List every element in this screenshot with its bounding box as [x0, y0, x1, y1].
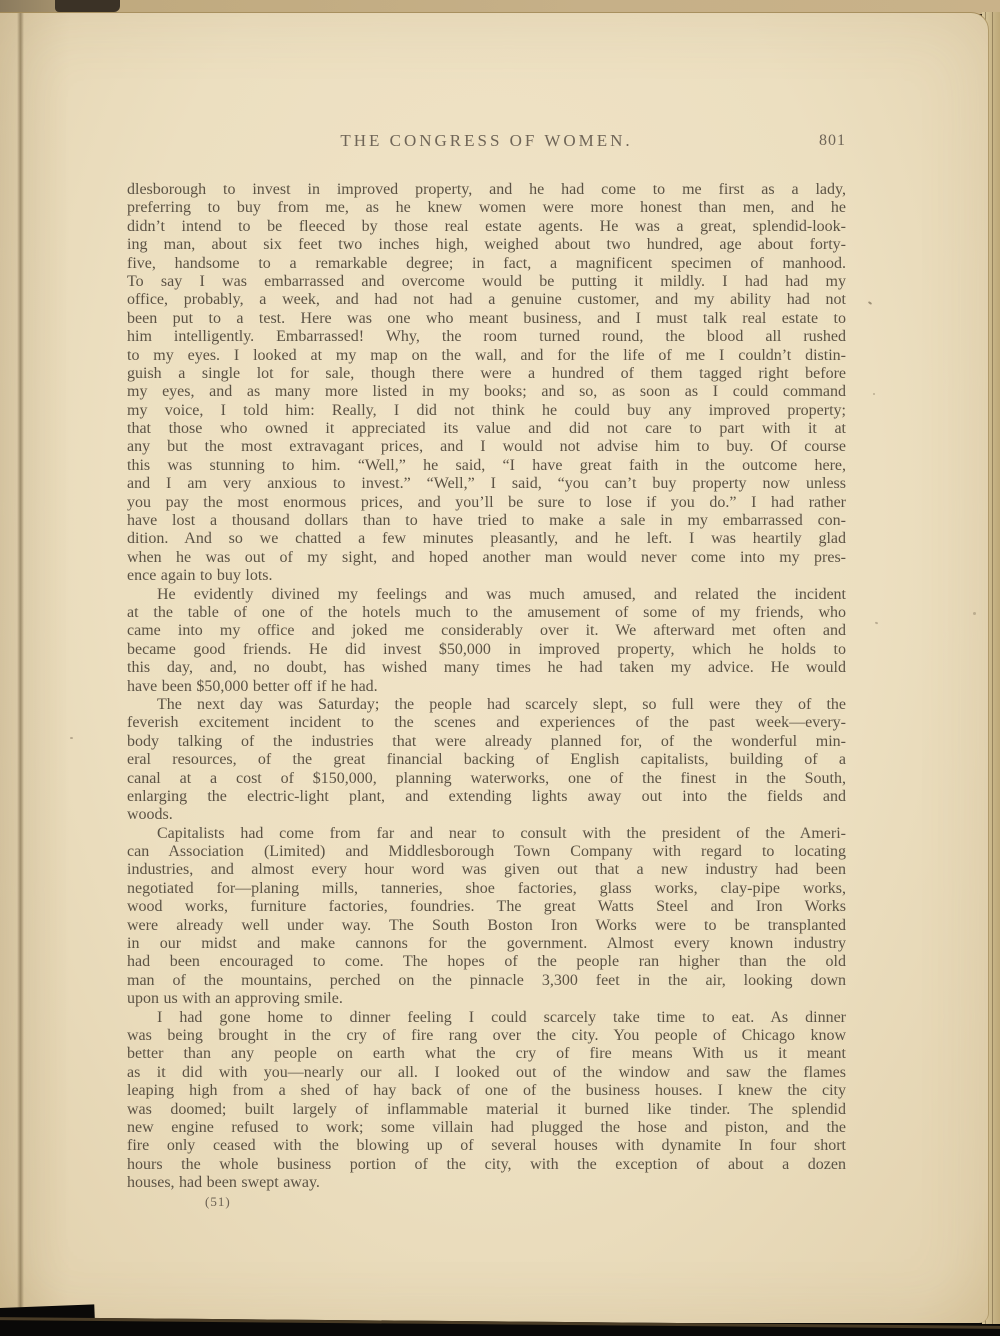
text-line: canal at a cost of $150,000, planning waterworks, one of the finest in the South, [127, 769, 846, 787]
text-line: any but the most extravagant prices, and I would not advise him to buy. Of course [127, 438, 846, 456]
running-head-title: THE CONGRESS OF WOMEN. [340, 131, 633, 150]
text-line: eral resources, of the great financial backing of English capitalists, building of a [127, 751, 846, 769]
text-line: feverish excitement incident to the scenes and experiences of the past week—every- [127, 714, 846, 732]
text-line: dition. And so we chatted a few minutes pleasantly, and he left. I was heartily glad [127, 530, 846, 548]
text-line: can Association (Limited) and Middlesborough Town Company with regard to locating [127, 843, 846, 861]
text-line: have been $50,000 better off if he had. [127, 677, 378, 695]
text-line: my voice, I told him: Really, I did not think he could buy any improved property; [127, 401, 846, 419]
text-line: you pay the most enormous prices, and you’ll be sure to lose if you do.” I had rather [127, 493, 846, 511]
text-line: industries, and almost every hour word was given out that a new industry had been [127, 861, 846, 879]
text-line: and I am very anxious to invest.” “Well,” I said, “you can’t buy property now unless [127, 475, 846, 493]
text-line: ing man, about six feet two inches high, weighed about two hundred, age about forty- [127, 236, 846, 254]
text-line: ence again to buy lots. [127, 567, 273, 585]
body-text [127, 181, 846, 1192]
gutter-crease-line [17, 13, 24, 1319]
text-line: was doomed; built largely of inflammable material it burned like tinder. The splendid [127, 1100, 846, 1118]
text-line: dlesborough to invest in improved property, and he had come to me first as a lady, [127, 181, 846, 198]
page-header [127, 131, 846, 155]
text-line: man of the mountains, perched on the pinnacle 3,300 feet in the air, looking down [127, 971, 846, 989]
paper-speck [873, 393, 875, 395]
page-edge-line [992, 12, 993, 1324]
text-line: him intelligently. Embarrassed! Why, the room turned round, the blood all rushed [127, 328, 846, 346]
text-line: enlarging the electric-light plant, and extending lights away out into the fields and [127, 787, 846, 805]
text-line: He evidently divined my feelings and was much amused, and related the incident [157, 585, 846, 603]
text-line: this day, and, no doubt, has wished many times he had taken my advice. He would [127, 659, 846, 677]
text-line: at the table of one of the hotels much to the amusement of some of my friends, who [127, 603, 846, 621]
text-line: woods. [127, 806, 173, 824]
text-line: didn’t intend to be fleeced by those real estate agents. He was a great, splendid-look- [127, 217, 846, 235]
text-line: wood works, furniture factories, foundries. The great Watts Steel and Iron Works [127, 898, 846, 916]
text-line: hours the whole business portion of the city, with the exception of about a dozen [127, 1155, 846, 1173]
text-line: office, probably, a week, and had not had a genuine customer, and my ability had not [127, 291, 846, 309]
text-line: guish a single lot for sale, though there were a hundred of them tagged right before [127, 364, 846, 382]
text-line: better than any people on earth what the cry of fire means With us it meant [127, 1045, 846, 1063]
text-line: when he was out of my sight, and hoped another man would never come into my pres- [127, 548, 846, 566]
text-line: The next day was Saturday; the people had scarcely slept, so full were they of the [157, 695, 846, 713]
page-number: 801 [819, 132, 846, 149]
text-line: new engine refused to work; some villain had plugged the hose and piston, and the [127, 1118, 846, 1136]
signature-mark: (51) [205, 1194, 231, 1209]
text-line: been put to a test. Here was one who meant business, and I must talk real estate to [127, 309, 846, 327]
text-line: upon us with an approving smile. [127, 990, 343, 1008]
text-line: that those who owned it appreciated its value and did not care to part with it at [127, 420, 846, 438]
text-line: preferring to buy from me, as he knew women were more honest than men, and he [127, 199, 846, 217]
text-line: body talking of the industries that were already planned for, of the wonderful min- [127, 732, 846, 750]
text-line: Capitalists had come from far and near to consult with the president of the Ameri- [157, 824, 846, 842]
text-line: my eyes, and as many more listed in my books; and so, as soon as I could command [127, 383, 846, 401]
text-line: houses, had been swept away. [127, 1174, 320, 1192]
text-line: in our midst and make cannons for the government. Almost every known industry [127, 935, 846, 953]
text-line: negotiated for—planing mills, tanneries, shoe factories, glass works, clay-pipe works, [127, 879, 846, 897]
text-line: fire only ceased with the blowing up of several houses with dynamite In four short [127, 1137, 846, 1155]
text-line: have lost a thousand dollars than to have tried to make a sale in my embarrassed con- [127, 512, 846, 530]
paper-speck [70, 737, 73, 739]
text-line: were already well under way. The South Boston Iron Works were to be transplanted [127, 916, 846, 934]
text-line: To say I was embarrassed and overcome would be putting it mildly. I had had my [127, 272, 846, 290]
text-line: was being brought in the cry of fire rang over the city. You people of Chicago know [127, 1026, 846, 1044]
text-line: as it did with you—nearly our all. I looked out of the window and saw the flames [127, 1063, 846, 1081]
text-line: had been encouraged to come. The hopes of the people ran higher than the old [127, 953, 846, 971]
text-line: this was stunning to him. “Well,” he said, “I have great faith in the outcome here, [127, 456, 846, 474]
paper-speck [973, 612, 976, 615]
text-line: leaping high from a shed of hay back of one of the business houses. I knew the city [127, 1082, 846, 1100]
text-line: became good friends. He did invest $50,000 in improved property, which he holds to [127, 640, 846, 658]
text-line: came into my office and joked me considerably over it. We afterward met often and [127, 622, 846, 640]
binding-blotch [55, 0, 120, 12]
text-line: to my eyes. I looked at my map on the wall, and for the life of me I couldn’t distin- [127, 346, 846, 364]
text-line: five, handsome to a remarkable degree; in fact, a magnificent specimen of manhood. [127, 254, 846, 272]
text-line: I had gone home to dinner feeling I could scarcely take time to eat. As dinner [157, 1008, 846, 1026]
